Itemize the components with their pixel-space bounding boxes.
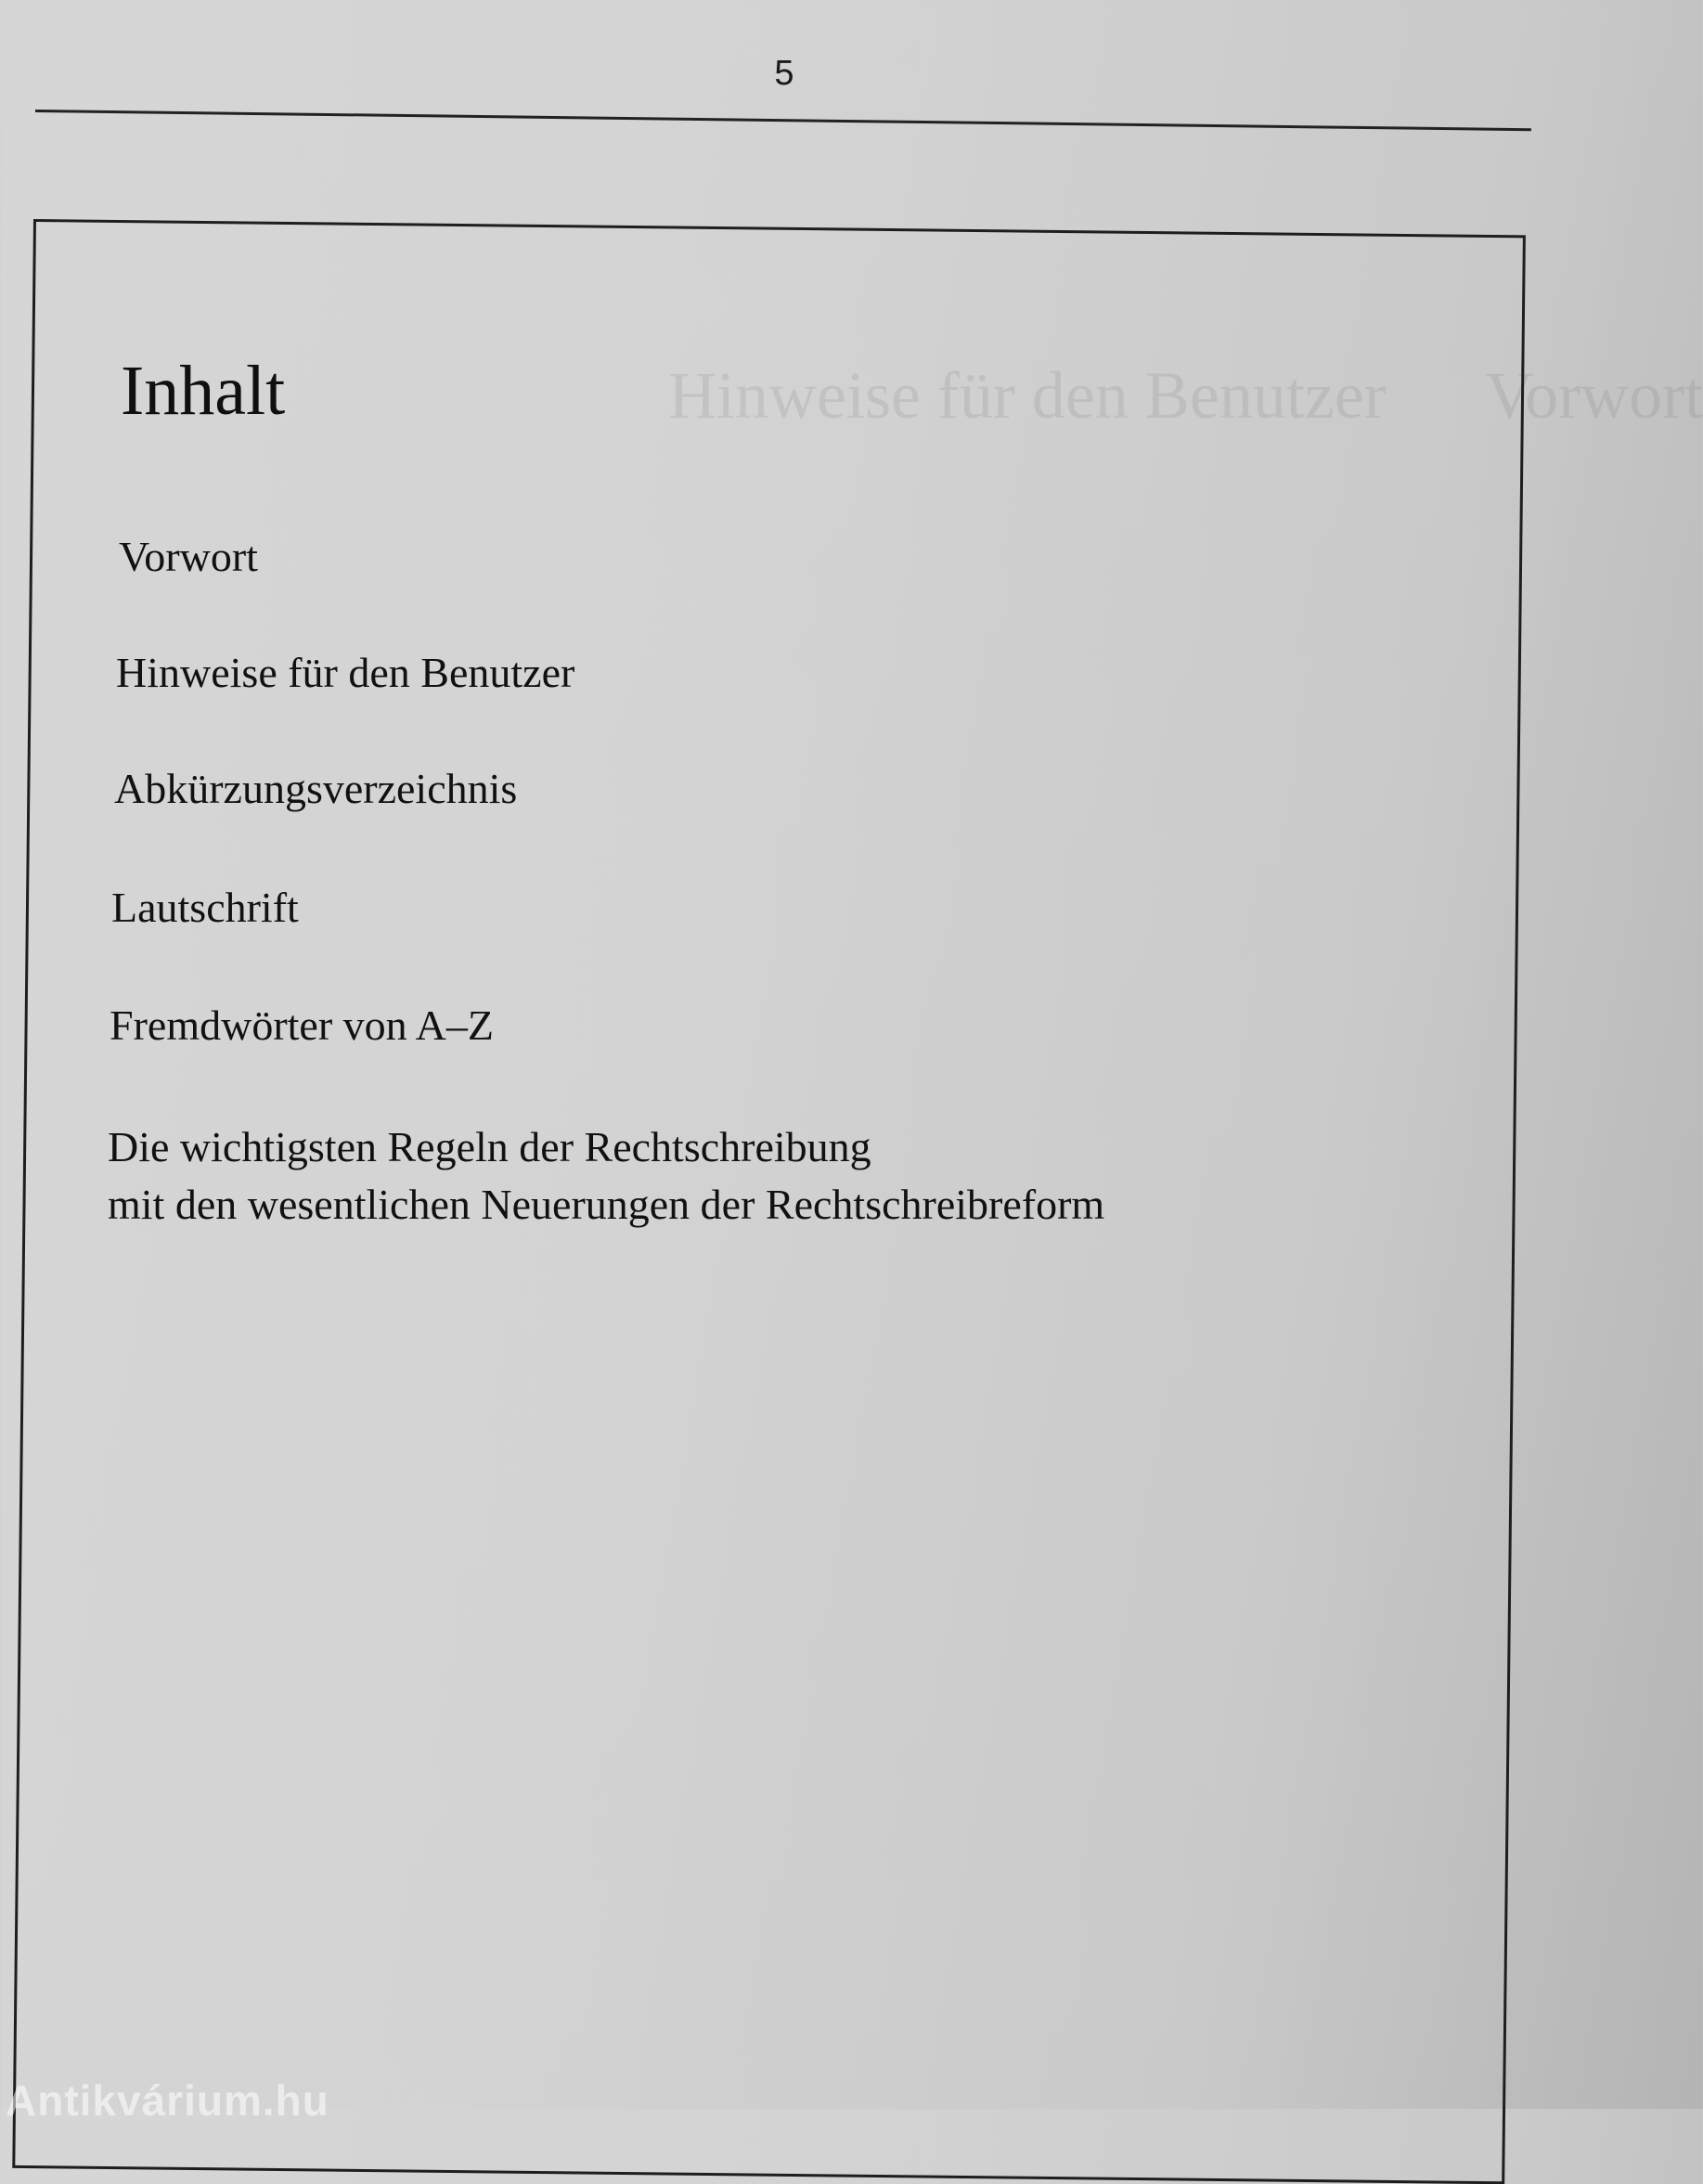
toc-entry-label: Hinweise für den Benutzer (116, 649, 575, 696)
watermark: Antikvárium.hu (6, 2076, 329, 2125)
toc-entry-label: Fremdwörter von A–Z (110, 1002, 494, 1049)
page-title: Inhalt (121, 352, 286, 430)
toc-entry-label: Vorwort (119, 533, 258, 580)
toc-entry-label-line1: Die wichtigsten Regeln der Rechtschreibung (108, 1123, 871, 1170)
toc-entry-label: Lautschrift (111, 884, 299, 931)
header-rule (35, 110, 1531, 131)
toc-entry-label-line2: mit den wesentlichen Neuerungen der Rechtschreibreform (108, 1181, 1105, 1228)
page-number: 5 (774, 54, 794, 93)
toc-entry-label: Abkürzungsverzeichnis (114, 765, 518, 812)
show-through-text: Hinweise für den Benutzer Vorwort (668, 358, 1703, 433)
